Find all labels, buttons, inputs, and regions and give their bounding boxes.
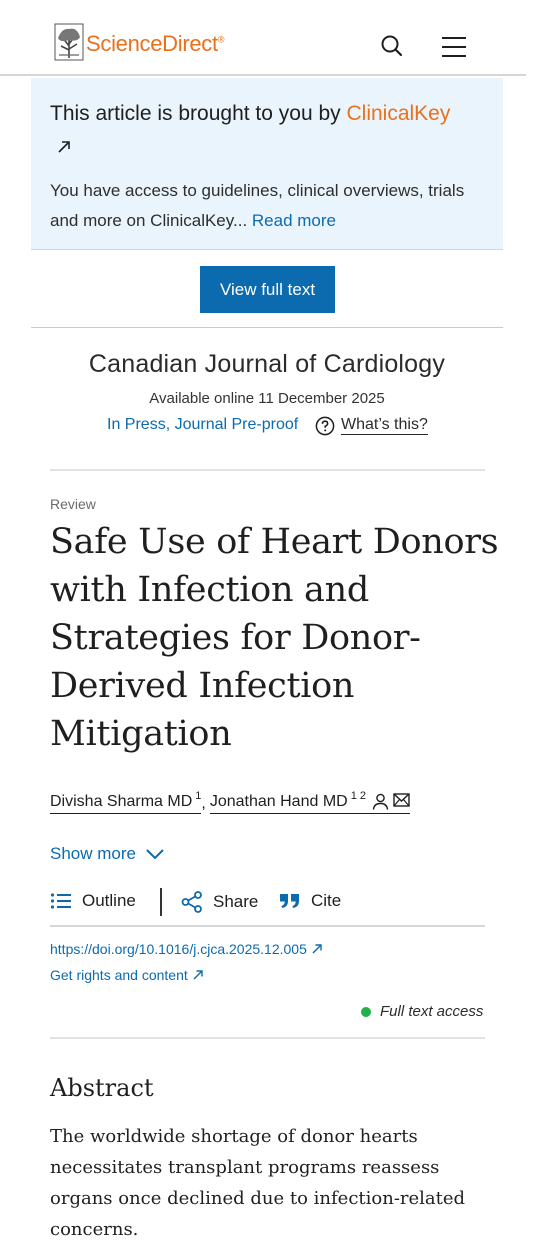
brand-name: ScienceDirect® — [86, 31, 225, 56]
access-status-dot — [361, 1007, 371, 1017]
external-link-icon — [312, 944, 322, 954]
person-icon — [372, 793, 389, 810]
whats-this-link[interactable]: What’s this? — [341, 416, 428, 433]
hamburger-menu-icon[interactable] — [438, 32, 468, 62]
clinicalkey-link[interactable]: ClinicalKey — [346, 102, 451, 125]
doi-link[interactable]: https://doi.org/10.1016/j.cjca.2025.12.005 — [50, 941, 322, 957]
app-header — [0, 0, 526, 76]
access-banner — [31, 78, 503, 250]
abstract-text: The worldwide shortage of donor hearts necessitates transplant programs reassess organs once declined due to infection-related concerns. — [50, 1126, 466, 1240]
full-text-access-indicator: Full text access — [361, 1003, 483, 1020]
banner-description: You have access to guidelines, clinical overviews, trials and more on ClinicalKey... Read more — [50, 181, 465, 230]
divider — [31, 327, 503, 328]
chevron-down-icon — [146, 849, 164, 860]
in-press-link[interactable]: In Press, Journal Pre-proof — [107, 416, 299, 433]
divider — [50, 1037, 485, 1039]
external-link-icon[interactable] — [57, 140, 71, 154]
article-type: Review — [50, 496, 96, 512]
external-link-icon — [193, 970, 203, 980]
cite-button[interactable]: Cite — [279, 891, 341, 911]
search-icon[interactable] — [378, 32, 408, 62]
envelope-icon — [393, 793, 410, 807]
author-separator: , — [201, 794, 206, 812]
author-link[interactable]: Divisha Sharma MD $^1$ — [50, 793, 201, 814]
action-separator — [160, 888, 162, 916]
view-full-text-button[interactable]: View full text — [200, 266, 335, 313]
share-icon — [181, 891, 203, 913]
rights-and-content-link[interactable]: Get rights and content — [50, 967, 203, 983]
read-more-link[interactable]: Read more — [251, 211, 337, 230]
article-title: Safe Use of Heart Donors with Infection and Strategies for Donor-Derived Infection Mitigation — [50, 522, 499, 754]
abstract-heading: Abstract — [50, 1074, 154, 1102]
outline-button[interactable]: Outline — [50, 891, 136, 911]
elsevier-tree-icon — [54, 22, 84, 62]
banner-title: This article is brought to you by ClinicalKey — [50, 102, 451, 125]
question-circle-icon[interactable] — [315, 416, 335, 436]
share-button[interactable]: Share — [181, 891, 258, 913]
quote-icon — [279, 892, 301, 910]
divider — [50, 469, 485, 471]
show-more-toggle[interactable]: Show more — [50, 844, 164, 864]
available-date: Available online 11 December 2025 — [149, 390, 385, 407]
article-action-bar — [50, 883, 485, 927]
journal-name[interactable]: Canadian Journal of Cardiology — [88, 350, 446, 378]
author-link[interactable]: Jonathan Hand MD $^{1 2}$ — [210, 793, 410, 814]
list-icon — [50, 892, 72, 910]
author-list — [50, 790, 410, 814]
sciencedirect-logo[interactable] — [54, 22, 224, 62]
